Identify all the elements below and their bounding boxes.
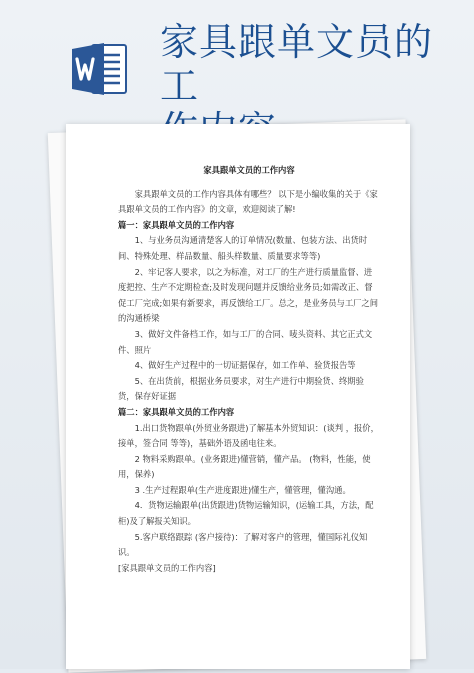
document-footer-tag: [家具跟单文员的工作内容] [118, 562, 216, 573]
list-item: 3、做好文件备档工作，如与工厂的合同、唛头资料、其它正式文件、照片 [118, 328, 373, 355]
intro-paragraph: 家具跟单文员的工作内容具体有哪些？ 以下是小编收集的关于《家具跟单文员的工作内容》的文章，欢迎阅读了解! [118, 188, 378, 215]
list-item: 3 .生产过程跟单(生产进度跟进)懂生产，懂管理，懂沟通。 [134, 484, 351, 495]
title-line-1: 家具跟单文员的工 [160, 20, 434, 108]
list-item: 2、牢记客人要求，以之为标准，对工厂的生产进行质量监督、进度把控、生产不定期检查;及时发现问题并反馈给业务员;如需改正、督促工厂完成;如果有新要求，再反馈给工厂。总之，是业务员与工厂之间的沟通桥梁 [118, 266, 379, 324]
list-item: 4、做好生产过程中的一切证据保存，如工作单、验货报告等 [134, 360, 356, 371]
document-title: 家具跟单文员的工作内容 [203, 165, 295, 175]
word-doc-icon [68, 37, 132, 101]
section-heading-1: 篇一：家具跟单文员的工作内容 [118, 219, 235, 230]
header [0, 0, 474, 118]
list-item: 1、与业务员沟通清楚客人的订单情况(数量、包装方法、出货时间、特殊处理、样品数量、船头样数量、质量要求等等) [118, 235, 368, 261]
list-item: 5.客户联络跟踪 (客户接待)：了解对客户的管理，懂国际礼仪知识。 [118, 531, 368, 558]
document-content [118, 163, 380, 576]
list-item: 2 物料采购跟单。(业务跟进)懂营销，懂产品。 (物料，性能，使用，保养) [118, 453, 371, 480]
list-item: 4．货物运输跟单(出货跟进)货物运输知识，(运输工具，方法，配柜)及了解报关知识。 [118, 500, 374, 527]
list-item: 5、在出货前，根据业务员要求，对生产进行中期验货、终期验货，保存好证据 [118, 375, 364, 402]
section-heading-2: 篇二：家具跟单文员的工作内容 [118, 406, 235, 417]
list-item: 1.出口货物跟单(外贸业务跟进)了解基本外贸知识：(谈判 ，报价，接单，签合同 等等)，基础外语及函电往来。 [118, 422, 379, 449]
